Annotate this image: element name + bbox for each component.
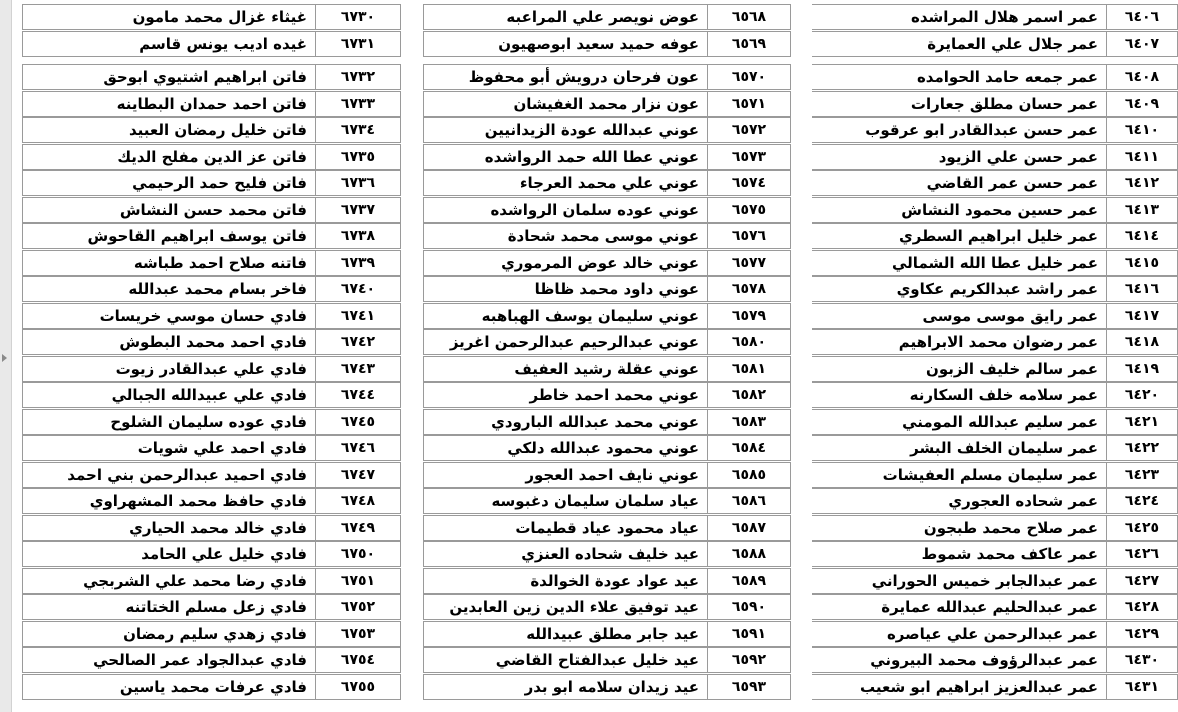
table-row: [812, 647, 1178, 673]
person-name: عوني محمد عبدالله البارودي: [423, 409, 707, 435]
row-number: ٦٥٧٩: [707, 303, 791, 329]
table-row: [22, 647, 401, 673]
row-number: ٦٧٣٩: [315, 250, 401, 276]
row-number: ٦٤١١: [1106, 144, 1178, 170]
table-row: [812, 409, 1178, 435]
expand-arrow-icon[interactable]: [2, 354, 7, 362]
person-name: عوني داود محمد ظاظا: [423, 276, 707, 302]
table-row: [812, 541, 1178, 567]
table-row: [812, 621, 1178, 647]
row-number: ٦٤٢٢: [1106, 435, 1178, 461]
table-row: [423, 515, 791, 541]
table-row: [423, 594, 791, 620]
person-name: عمر سالم خليف الزبون: [812, 356, 1106, 382]
row-number: ٦٤١٥: [1106, 250, 1178, 276]
person-name: عمر اسمر هلال المراشده: [812, 4, 1106, 30]
row-number: ٦٤١٦: [1106, 276, 1178, 302]
row-number: ٦٧٣٤: [315, 117, 401, 143]
person-name: عمر عبدالعزيز ابراهيم ابو شعيب: [812, 674, 1106, 700]
row-number: ٦٥٧١: [707, 91, 791, 117]
row-number: ٦٥٨٩: [707, 568, 791, 594]
person-name: عمر سليمان الخلف البشر: [812, 435, 1106, 461]
person-name: فادي زهدي سليم رمضان: [22, 621, 315, 647]
table-row: [423, 144, 791, 170]
row-number: ٦٤٢٠: [1106, 382, 1178, 408]
row-number: ٦٤٠٨: [1106, 64, 1178, 90]
table-row: [423, 647, 791, 673]
person-name: عوني عبدالرحيم عبدالرحمن اغريز: [423, 329, 707, 355]
row-number: ٦٤٢٧: [1106, 568, 1178, 594]
table-row: [423, 356, 791, 382]
person-name: عمر جمعه حامد الحوامده: [812, 64, 1106, 90]
person-name: عمر رضوان محمد الابراهيم: [812, 329, 1106, 355]
person-name: فادي علي عبيدالله الجبالي: [22, 382, 315, 408]
person-name: فاتن محمد حسن النشاش: [22, 197, 315, 223]
row-number: ٦٧٤١: [315, 303, 401, 329]
person-name: عوني عقلة رشيد العفيف: [423, 356, 707, 382]
row-number: ٦٤٢٣: [1106, 462, 1178, 488]
table-row: [812, 435, 1178, 461]
person-name: فاتنه صلاح احمد طباشه: [22, 250, 315, 276]
person-name: عمر عبدالحليم عبدالله عمايرة: [812, 594, 1106, 620]
table-row: [812, 170, 1178, 196]
table-row: [423, 276, 791, 302]
row-number: ٦٤١٢: [1106, 170, 1178, 196]
table-row: [22, 91, 401, 117]
person-name: فاخر بسام محمد عبدالله: [22, 276, 315, 302]
row-number: ٦٥٩٢: [707, 647, 791, 673]
table-row: [812, 4, 1178, 30]
table-row: [22, 303, 401, 329]
person-name: عوض نويصر علي المراعبه: [423, 4, 707, 30]
person-name: فادي احمد علي شويات: [22, 435, 315, 461]
row-number: ٦٤١٤: [1106, 223, 1178, 249]
person-name: عمر سليم عبدالله المومني: [812, 409, 1106, 435]
row-number: ٦٤١٣: [1106, 197, 1178, 223]
table-row: [423, 568, 791, 594]
person-name: عمر سلامه خلف السكارنه: [812, 382, 1106, 408]
table-row: [22, 276, 401, 302]
row-number: ٦٤١٧: [1106, 303, 1178, 329]
person-name: عمر عبدالرحمن علي عياصره: [812, 621, 1106, 647]
row-number: ٦٧٤٦: [315, 435, 401, 461]
person-name: عوني موسى محمد شحادة: [423, 223, 707, 249]
row-number: ٦٥٧٠: [707, 64, 791, 90]
person-name: عيد توفيق علاء الدين زين العابدين: [423, 594, 707, 620]
row-number: ٦٥٨١: [707, 356, 791, 382]
row-number: ٦٥٧٧: [707, 250, 791, 276]
person-name: عوني عطا الله حمد الرواشده: [423, 144, 707, 170]
table-row: [22, 409, 401, 435]
row-number: ٦٧٥٠: [315, 541, 401, 567]
person-name: عمر جلال علي العمايرة: [812, 31, 1106, 57]
person-name: عمر خليل ابراهيم السطري: [812, 223, 1106, 249]
row-number: ٦٤٣٠: [1106, 647, 1178, 673]
row-number: ٦٤٢٤: [1106, 488, 1178, 514]
person-name: عمر عبدالرؤوف محمد البيروني: [812, 647, 1106, 673]
row-number: ٦٤٢٥: [1106, 515, 1178, 541]
row-number: ٦٥٦٩: [707, 31, 791, 57]
row-number: ٦٥٧٦: [707, 223, 791, 249]
person-name: عوفه حميد سعيد ابوصهيون: [423, 31, 707, 57]
row-number: ٦٥٨٠: [707, 329, 791, 355]
person-name: عمر حسن علي الزيود: [812, 144, 1106, 170]
person-name: عياد سلمان سليمان دغبوسه: [423, 488, 707, 514]
row-number: ٦٥٨٨: [707, 541, 791, 567]
table-row: [812, 117, 1178, 143]
table-row: [22, 4, 401, 30]
table-row: [22, 64, 401, 90]
table-row: [423, 303, 791, 329]
row-number: ٦٤٠٦: [1106, 4, 1178, 30]
person-name: عون فرحان درويش أبو محفوظ: [423, 64, 707, 90]
row-number: ٦٧٥٣: [315, 621, 401, 647]
person-name: عمر صلاح محمد طبجون: [812, 515, 1106, 541]
table-row: [812, 276, 1178, 302]
table-row: [423, 250, 791, 276]
table-row: [423, 197, 791, 223]
table-row: [812, 223, 1178, 249]
row-number: ٦٧٣٦: [315, 170, 401, 196]
table-row: [22, 144, 401, 170]
person-name: فاتن عز الدين مفلح الديك: [22, 144, 315, 170]
row-number: ٦٧٣٠: [315, 4, 401, 30]
row-number: ٦٧٤٨: [315, 488, 401, 514]
row-number: ٦٥٧٤: [707, 170, 791, 196]
row-number: ٦٧٤٥: [315, 409, 401, 435]
row-number: ٦٤٢٨: [1106, 594, 1178, 620]
person-name: عوني سليمان يوسف الهباهبه: [423, 303, 707, 329]
table-row: [812, 488, 1178, 514]
table-row: [22, 568, 401, 594]
table-row: [22, 170, 401, 196]
person-name: فادي احميد عبدالرحمن بني احمد: [22, 462, 315, 488]
row-number: ٦٥٦٨: [707, 4, 791, 30]
person-name: عمر عاكف محمد شموط: [812, 541, 1106, 567]
table-row: [22, 488, 401, 514]
table-row: [423, 329, 791, 355]
person-name: عمر شحاده العجوري: [812, 488, 1106, 514]
table-row: [22, 674, 401, 700]
row-number: ٦٥٨٢: [707, 382, 791, 408]
person-name: فادي خليل علي الحامد: [22, 541, 315, 567]
table-row: [423, 435, 791, 461]
table-row: [812, 31, 1178, 57]
table-row: [423, 621, 791, 647]
person-name: عمر رايق موسى موسى: [812, 303, 1106, 329]
table-row: [423, 170, 791, 196]
table-row: [22, 197, 401, 223]
table-row: [423, 409, 791, 435]
row-number: ٦٧٥٥: [315, 674, 401, 700]
row-number: ٦٧٣٧: [315, 197, 401, 223]
person-name: عمر سليمان مسلم العفيشات: [812, 462, 1106, 488]
row-number: ٦٥٩١: [707, 621, 791, 647]
table-row: [812, 462, 1178, 488]
table-row: [423, 117, 791, 143]
person-name: فادي رضا محمد علي الشربجي: [22, 568, 315, 594]
table-row: [812, 91, 1178, 117]
person-name: فاتن يوسف ابراهيم القاحوش: [22, 223, 315, 249]
table-row: [423, 31, 791, 57]
table-row: [423, 488, 791, 514]
person-name: فادي عبدالجواد عمر الصالحي: [22, 647, 315, 673]
person-name: فاتن ابراهيم اشتيوي ابوحق: [22, 64, 315, 90]
row-number: ٦٥٨٦: [707, 488, 791, 514]
table-row: [423, 382, 791, 408]
person-name: عوني خالد عوض المرموري: [423, 250, 707, 276]
left-gutter: [0, 0, 12, 712]
person-name: عمر حسان مطلق جعارات: [812, 91, 1106, 117]
row-number: ٦٤٢٦: [1106, 541, 1178, 567]
row-number: ٦٥٧٣: [707, 144, 791, 170]
table-row: [423, 541, 791, 567]
row-number: ٦٧٣٣: [315, 91, 401, 117]
person-name: عمر راشد عبدالكريم عكاوي: [812, 276, 1106, 302]
table-row: [22, 515, 401, 541]
row-number: ٦٧٥١: [315, 568, 401, 594]
person-name: عمر عبدالجابر خميس الحوراني: [812, 568, 1106, 594]
table-row: [22, 250, 401, 276]
row-number: ٦٥٨٧: [707, 515, 791, 541]
table-row: [22, 223, 401, 249]
row-number: ٦٧٤٩: [315, 515, 401, 541]
person-name: عمر حسن عبدالقادر ابو عرقوب: [812, 117, 1106, 143]
row-number: ٦٤٢١: [1106, 409, 1178, 435]
table-row: [423, 91, 791, 117]
table-row: [22, 462, 401, 488]
row-number: ٦٧٣٨: [315, 223, 401, 249]
person-name: فادي عرفات محمد ياسين: [22, 674, 315, 700]
row-number: ٦٧٤٤: [315, 382, 401, 408]
table-row: [812, 303, 1178, 329]
table-row: [22, 356, 401, 382]
person-name: عوني علي محمد العرجاء: [423, 170, 707, 196]
row-number: ٦٧٤٧: [315, 462, 401, 488]
person-name: عمر حسين محمود النشاش: [812, 197, 1106, 223]
table-row: [22, 594, 401, 620]
table-row: [812, 674, 1178, 700]
table-row: [22, 541, 401, 567]
person-name: غيثاء غزال محمد مامون: [22, 4, 315, 30]
row-number: ٦٤٢٩: [1106, 621, 1178, 647]
table-row: [22, 117, 401, 143]
table-row: [812, 329, 1178, 355]
table-row: [423, 4, 791, 30]
table-row: [812, 382, 1178, 408]
row-number: ٦٧٤٢: [315, 329, 401, 355]
table-row: [423, 223, 791, 249]
person-name: فادي زعل مسلم الختاتنه: [22, 594, 315, 620]
row-number: ٦٤١٠: [1106, 117, 1178, 143]
table-row: [812, 356, 1178, 382]
table-row: [812, 568, 1178, 594]
table-row: [423, 674, 791, 700]
row-number: ٦٤١٨: [1106, 329, 1178, 355]
person-name: عوني محمود عبدالله دلكي: [423, 435, 707, 461]
person-name: فادي حسان موسي خريسات: [22, 303, 315, 329]
table-row: [812, 64, 1178, 90]
table-row: [22, 435, 401, 461]
table-row: [22, 382, 401, 408]
person-name: عوني عبدالله عودة الزيدانيين: [423, 117, 707, 143]
row-number: ٦٥٧٨: [707, 276, 791, 302]
table-row: [812, 144, 1178, 170]
table-row: [812, 250, 1178, 276]
row-number: ٦٥٧٥: [707, 197, 791, 223]
row-number: ٦٥٨٥: [707, 462, 791, 488]
row-number: ٦٧٣١: [315, 31, 401, 57]
row-number: ٦٤٠٧: [1106, 31, 1178, 57]
table-row: [812, 594, 1178, 620]
row-number: ٦٥٧٢: [707, 117, 791, 143]
row-number: ٦٧٣٥: [315, 144, 401, 170]
person-name: عيد زيدان سلامه ابو بدر: [423, 674, 707, 700]
row-number: ٦٧٤٣: [315, 356, 401, 382]
person-name: عيد عواد عودة الخوالدة: [423, 568, 707, 594]
person-name: فادي عوده سليمان الشلوح: [22, 409, 315, 435]
person-name: عياد محمود عياد قطيمات: [423, 515, 707, 541]
row-number: ٦٤١٩: [1106, 356, 1178, 382]
table-row: [22, 621, 401, 647]
person-name: عوني نايف احمد العجور: [423, 462, 707, 488]
person-name: عيد جابر مطلق عبيدالله: [423, 621, 707, 647]
row-number: ٦٧٥٤: [315, 647, 401, 673]
table-row: [423, 64, 791, 90]
person-name: عيد خليف شحاده العنزي: [423, 541, 707, 567]
person-name: فادي خالد محمد الحياري: [22, 515, 315, 541]
row-number: ٦٧٥٢: [315, 594, 401, 620]
person-name: فاتن خليل رمضان العبيد: [22, 117, 315, 143]
person-name: عمر خليل عطا الله الشمالي: [812, 250, 1106, 276]
person-name: عون نزار محمد الغفيشان: [423, 91, 707, 117]
person-name: غيده اديب يونس قاسم: [22, 31, 315, 57]
row-number: ٦٥٩٠: [707, 594, 791, 620]
table-row: [812, 515, 1178, 541]
person-name: فادي علي عبدالقادر زيوت: [22, 356, 315, 382]
person-name: فاتن فليح حمد الرحيمي: [22, 170, 315, 196]
table-row: [22, 329, 401, 355]
person-name: عيد خليل عبدالفتاح القاضي: [423, 647, 707, 673]
table-row: [423, 462, 791, 488]
table-row: [812, 197, 1178, 223]
row-number: ٦٧٤٠: [315, 276, 401, 302]
row-number: ٦٤٠٩: [1106, 91, 1178, 117]
person-name: عمر حسن عمر القاضي: [812, 170, 1106, 196]
person-name: فاتن احمد حمدان البطاينه: [22, 91, 315, 117]
row-number: ٦٥٨٤: [707, 435, 791, 461]
table-row: [22, 31, 401, 57]
person-name: عوني عوده سلمان الرواشده: [423, 197, 707, 223]
row-number: ٦٥٨٣: [707, 409, 791, 435]
person-name: فادي حافظ محمد المشهراوي: [22, 488, 315, 514]
row-number: ٦٧٣٢: [315, 64, 401, 90]
person-name: فادي احمد محمد البطوش: [22, 329, 315, 355]
row-number: ٦٥٩٣: [707, 674, 791, 700]
row-number: ٦٤٣١: [1106, 674, 1178, 700]
person-name: عوني محمد احمد خاطر: [423, 382, 707, 408]
